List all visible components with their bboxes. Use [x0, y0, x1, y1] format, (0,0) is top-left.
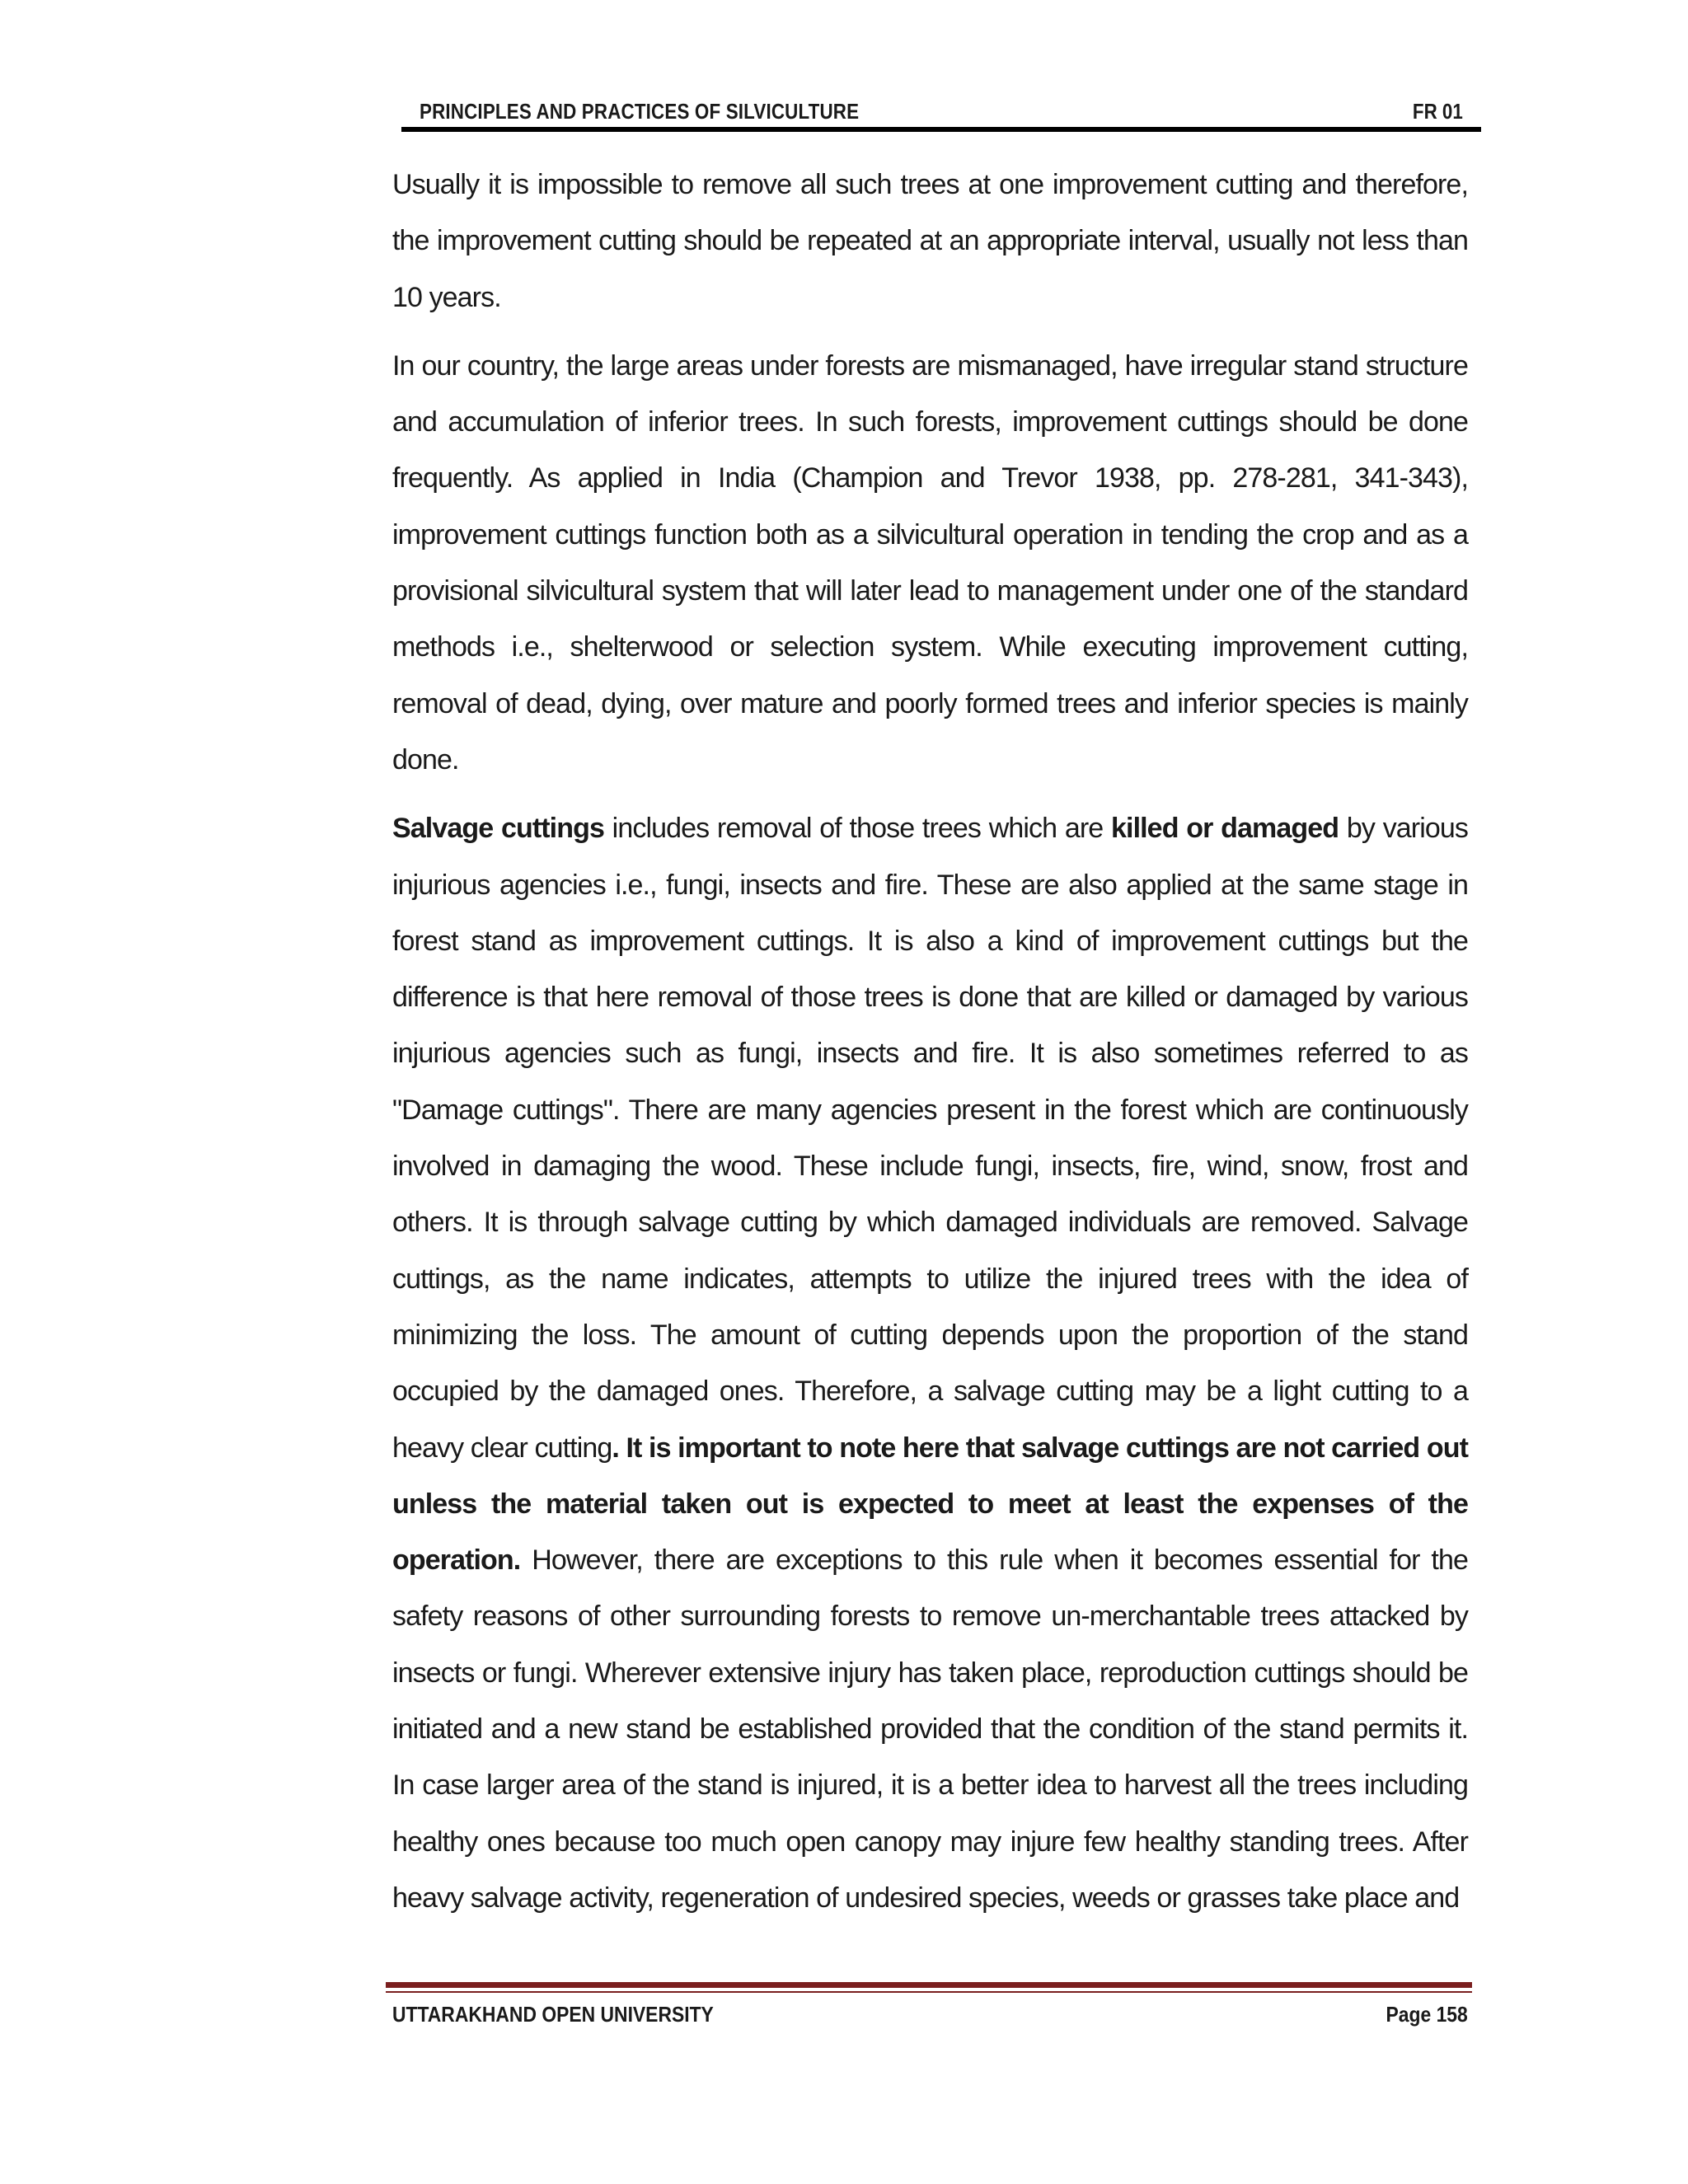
page-number: Page 158 [1386, 2002, 1468, 2027]
paragraph [392, 800, 1468, 1926]
bold-sentence: . It is important to note here that salvage cuttings are not carried out unless the material taken out is expected to meet at least the expenses of the operation. [392, 1432, 1468, 1577]
header-title: PRINCIPLES AND PRACTICES OF SILVICULTURE [420, 99, 860, 124]
paragraph-text: by various injurious agencies i.e., fungi, insects and fire. These are also applied at the same stage in forest stand as improvement cuttings. It is also a kind of improvement cuttings but the difference is that here removal of those trees is done that are killed or damaged by various injurious agencies such as fungi, insects and fire. It is also sometimes referred to as "Damage cuttings". There are many agencies present in the forest which are continuously involved in damaging the wood. These include fungi, insects, fire, wind, snow, frost and others. It is through salvage cutting by which damaged individuals are removed. Salvage cuttings, as the name indicates, attempts to utilize the injured trees with the idea of minimizing the loss. The amount of cutting depends upon the proportion of the stand occupied by the damaged ones. Therefore, a salvage cutting may be a light cutting to a heavy clear cutting [392, 813, 1468, 1464]
page-header [401, 99, 1481, 129]
footer-rule [386, 1982, 1472, 1988]
footer-university: UTTARAKHAND OPEN UNIVERSITY [392, 2002, 714, 2027]
footer-rule-thin [386, 1991, 1472, 1993]
page-footer [392, 2001, 1468, 2031]
page-body [392, 157, 1468, 1938]
header-course-code: FR 01 [1413, 99, 1463, 124]
bold-phrase: killed or damaged [1111, 813, 1339, 845]
paragraph-text: However, there are exceptions to this rule when it becomes essential for the safety reasons of other surrounding forests to remove un-merchantable trees attacked by insects or fungi. Wherever extensive injury has taken place, reproduction cuttings should be initiated and a new stand be established provided that the condition of the stand permits it. In case larger area of the stand is injured, it is a better idea to harvest all the trees including healthy ones because too much open canopy may injure few healthy standing trees. After heavy salvage activity, regeneration of undesired species, weeds or grasses take place and [392, 1544, 1468, 1914]
paragraph: In our country, the large areas under forests are mismanaged, have irregular stand structure and accumulation of inferior trees. In such forests, improvement cuttings should be done frequently. As applied in India (Champion and Trevor 1938, pp. 278-281, 341-343), improvement cuttings function both as a silvicultural operation in tending the crop and as a provisional silvicultural system that will later lead to management under one of the standard methods i.e., shelterwood or selection system. While executing improvement cutting, removal of dead, dying, over mature and poorly formed trees and inferior species is mainly done. [392, 349, 1468, 776]
paragraph: Usually it is impossible to remove all such trees at one improvement cutting and therefore, the improvement cutting should be repeated at an appropriate interval, usually not less than 10 years. [392, 169, 1468, 313]
paragraph-text: includes removal of those trees which are [603, 813, 1112, 845]
header-rule [401, 127, 1481, 132]
term-heading: Salvage cuttings [392, 813, 604, 845]
